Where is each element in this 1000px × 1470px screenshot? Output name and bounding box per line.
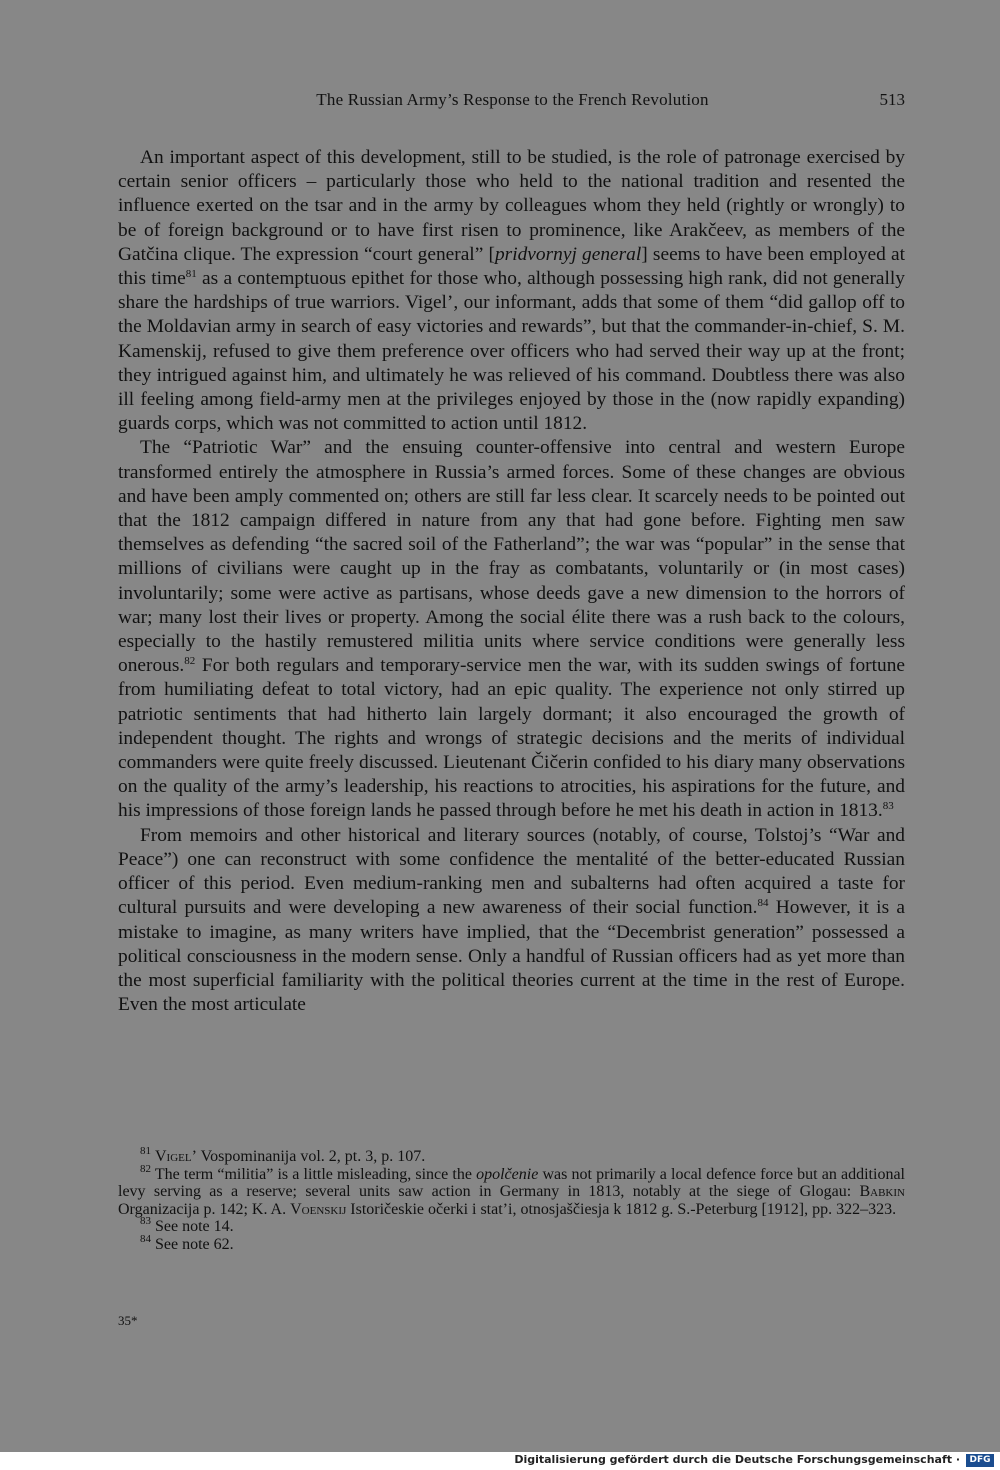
text-run: However, it is a mistake to imagine, as many writers have implied, that the “Decembrist generation” possessed a political consciousness in the modern sense. Only a handful of Russian officers had as yet more than the most superficial familiarity with the political theories current at the time in the rest of Europe. Even the most articulate xyxy=(118,897,906,1016)
text-run: ] seems to have been employed at this time xyxy=(118,243,905,290)
italic-term: pridvornyj general xyxy=(494,243,642,265)
text-run: The “Patriotic War” and the ensuing counter-offensive into central and western Europe transformed entirely the atmosphere in Russia’s armed forces. Some of these changes are obvious and have been amply commented on; others are still far less clear. It scarcely needs to be pointed out that the 1812 campaign differed in nature from any that had gone before. Fighting men saw themselves as defending “the sacred soil of the Fatherland”; the war was “popular” in the sense that millions of civilians were caught up in the fray as combatants, voluntarily or (in most cases) involuntarily; some were active as partisans, whose deeds gave a new dimension to the horrors of war; many lost their lives or property. Among the social élite there was a rush back to the colours, especially to the hastily remustered militia units where service conditions were generally less onerous. xyxy=(118,437,905,677)
footnote-text: The term “militia” is a little misleading, since the xyxy=(151,1165,477,1183)
text-run: as a contemptuous epithet for those who, although possessing high rank, did not generally share the hardships of true warriors. Vigel’, our informant, adds that some of them “did gallop off to the Moldavian army in search of easy victories and rewards”, but that the commander-in-chief, S. M. Kamenskij, refused to give them preference over officers who had served their way up at the front; they intrigued against him, and ultimately he was relieved of his command. Doubtless there was also ill feeling among field-army men at the privileges enjoyed by those in the (now rapidly expanding) guards corps, which was not committed to action until 1812. xyxy=(118,268,906,435)
text-run: For both regulars and temporary-service men the war, with its sudden swings of fortune from humiliating defeat to total victory, had an epic quality. The experience not only stirred up patriotic sentiments that had hitherto lain largely dormant; it also encouraged the growth of independent thought. The rights and wrongs of strategic decisions and the merits of individual commanders were quite freely discussed. Lieutenant Čičerin confided to his diary many observations on the quality of the army’s leadership, his reactions to atrocities, his aspirations for the future, and his impressions of those foreign lands he passed through before he met his death in action in 1813. xyxy=(118,655,905,822)
footnote-text: See note 62. xyxy=(151,1235,234,1253)
footnotes xyxy=(118,1145,905,1253)
italic-term: opolčenie xyxy=(476,1165,539,1183)
footnote-81 xyxy=(118,1145,905,1166)
dfg-banner-text: Digitalisierung gefördert durch die Deutsche Forschungsgemeinschaft · xyxy=(514,1453,960,1466)
footnote-text: Organizacija p. 142; K. A. xyxy=(118,1200,291,1218)
text-run: From memoirs and other historical and literary sources (notably, of course, Tolstoj’s “War and Peace”) one can reconstruct with some confidence the mentalité of the better-educated Russian officer of this period. Even medium-ranking men and subalterns had often acquired a taste for cultural pursuits and were developing a new awareness of their social function. xyxy=(118,824,905,919)
footnote-author: Vigel’ xyxy=(155,1148,197,1165)
footnote-84 xyxy=(118,1232,905,1254)
footnote-text: was not primarily a local defence force but an additional levy serving as a reserve; several units saw action in Germany in 1813, notably at the siege of Glogau: xyxy=(118,1165,905,1200)
page-number: 513 xyxy=(879,90,905,109)
footnote-ref-83: 83 xyxy=(882,800,894,813)
signature-mark: 35* xyxy=(118,1313,138,1328)
paragraph-1 xyxy=(118,146,905,436)
text-run: An important aspect of this development, still to be studied, is the role of patronage exercised by certain senior officers – particularly those who held to the national tradition and resented the influence exerted on the tsar and in the army by colleagues whom they held (rightly or wrongly) to be of foreign background or to have first risen to prominence, like Arakčeev, as members of the Gatčina clique. The expression “court general” [ xyxy=(118,147,905,265)
footnote-82 xyxy=(118,1162,905,1219)
footnote-author: Voenskij xyxy=(290,1200,347,1218)
footnote-author: Babkin xyxy=(859,1183,905,1200)
footnote-83 xyxy=(118,1215,905,1236)
main-text xyxy=(118,146,905,1017)
footnote-text: See note 14. xyxy=(151,1218,234,1235)
footnote-number: 81 xyxy=(140,1145,151,1157)
footnote-ref-82: 82 xyxy=(184,655,196,668)
footnote-number: 83 xyxy=(140,1215,151,1227)
footnote-number: 84 xyxy=(140,1232,151,1245)
dfg-banner xyxy=(0,1452,1000,1470)
footnote-number: 82 xyxy=(140,1162,151,1175)
footnote-ref-81: 81 xyxy=(185,268,197,281)
footnote-text: Vospominanija vol. 2, pt. 3, p. 107. xyxy=(196,1148,426,1165)
footnote-ref-84: 84 xyxy=(757,897,769,910)
footnote-text: Istoričeskie očerki i stat’i, otnosjaščiesja k 1812 g. S.-Peterburg [1912], pp. 322–323. xyxy=(346,1200,897,1218)
running-header xyxy=(120,90,905,116)
running-title: The Russian Army’s Response to the French Revolution xyxy=(316,90,709,109)
paragraph-3 xyxy=(118,824,905,1018)
dfg-logo-icon: DFG xyxy=(966,1454,994,1467)
paragraph-2 xyxy=(118,436,905,823)
